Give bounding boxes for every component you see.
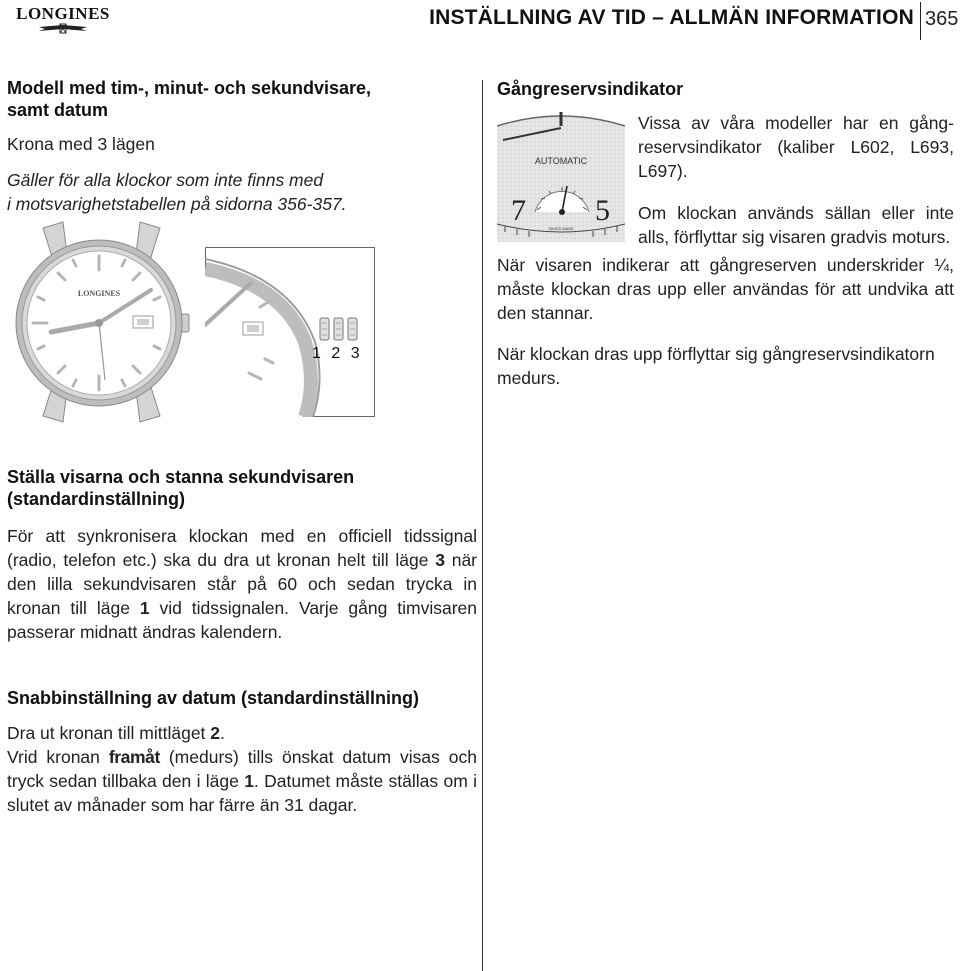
power-reserve-unused: Om klockan används sällan eller inte alls, förflyttar sig visaren gradvis moturs. [638, 203, 954, 247]
quick-date-body [7, 721, 477, 817]
set-hands-body [7, 524, 477, 644]
model-title-line: samt datum [7, 100, 109, 120]
model-title-line: Modell med tim-, minut- och sekundvisare, [7, 78, 372, 98]
quick-date-title: Snabbinställning av datum (standardinställning) [7, 688, 420, 708]
page-number: 365 [925, 8, 959, 30]
set-text: För att synkronisera klockan med en officiell tidssignal (radio, telefon etc.) ska du dra ut kronan helt till läge [7, 526, 477, 570]
date-step-two: Vrid kronan framåt (medurs) tills önskat datum visas och tryck sedan tillbaka den i läge 1. Datumet måste ställas om i slutet av månader som har färre än 31 dagar. [7, 747, 477, 815]
power-reserve-quarter: När visaren indikerar att gångreserven underskrider ¼, måste klockan dras upp eller användas för att undvika att den stannar. [497, 255, 954, 323]
dial-numeral-five: 5 [595, 194, 610, 227]
page-title: INSTÄLLNING AV TID – ALLMÄN INFORMATION [429, 6, 914, 29]
logo-wordmark: LONGINES [16, 4, 110, 23]
crown-detail-illustration [205, 247, 375, 417]
set-text: vid tidssignalen. Varje gång timvisaren passerar midnatt ändras kalendern. [7, 598, 477, 642]
position-three: 3 [435, 550, 445, 570]
watch-dial-brand: LONGINES [77, 289, 121, 298]
set-text: när den lilla sekundvisaren står på 60 och sedan trycka in kronan till läge [7, 550, 478, 618]
position-one: 1 [139, 598, 150, 618]
power-reserve-intro: Vissa av våra modeller har en gångreservsindikator (kaliber L602, L693, L697). [638, 113, 954, 181]
watch-illustration [5, 220, 205, 425]
note-line: i motsvarighetstabellen på sidorna 356-357. [7, 194, 347, 214]
set-title-line: (standardinställning) [7, 489, 186, 509]
dial-numeral-seven: 7 [511, 194, 526, 227]
set-title-line: Ställa visarna och stanna sekundvisaren [7, 467, 355, 487]
automatic-label: AUTOMATIC [534, 156, 588, 166]
date-step-one: Dra ut kronan till mittläget 2. [7, 723, 225, 743]
forward-emphasis: framåt [108, 747, 160, 767]
power-reserve-title: Gångreservsindikator [497, 79, 684, 99]
longines-logo [8, 4, 118, 38]
power-reserve-winding: När klockan dras upp förflyttar sig gångreservsindikatorn medurs. [497, 344, 935, 388]
header-divider [920, 2, 921, 40]
crown-position-labels: 1 2 3 [312, 345, 360, 362]
note-line: Gäller för alla klockor som inte finns med [7, 170, 324, 190]
winged-hourglass-icon [35, 23, 91, 35]
applicability-note [7, 168, 457, 216]
set-hands-title [7, 466, 477, 510]
power-reserve-dial-illustration [497, 112, 625, 242]
model-section-title [7, 77, 457, 121]
column-divider [482, 80, 483, 971]
swiss-made-label: SWISS MADE [548, 226, 574, 231]
crown-heading: Krona med 3 lägen [7, 134, 155, 154]
